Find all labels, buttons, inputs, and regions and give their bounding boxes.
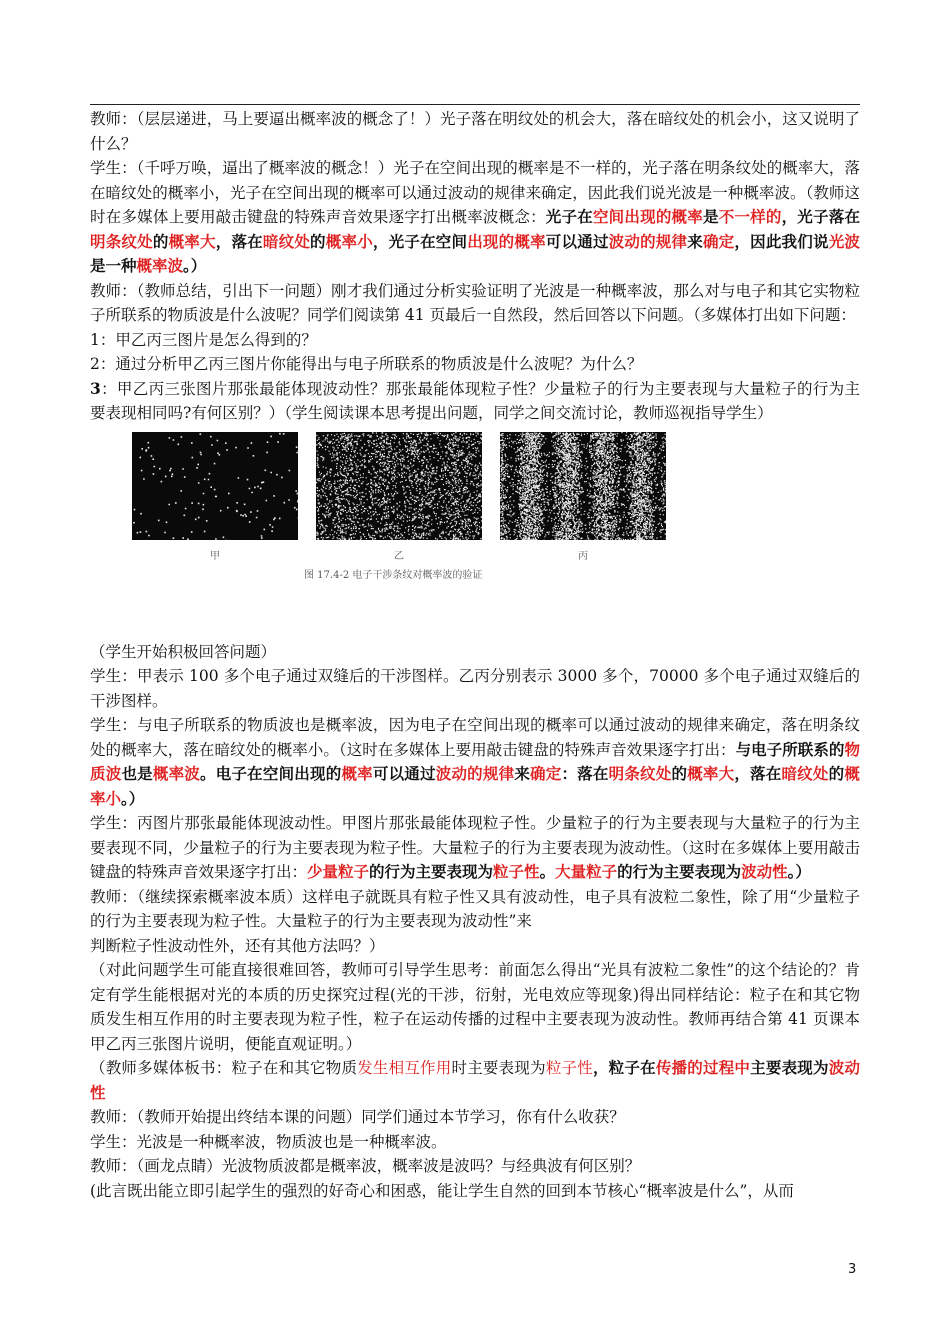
page-number: 3 xyxy=(848,1262,857,1277)
text-run: 判断粒子性波动性外，还有其他方法吗？） xyxy=(90,936,385,955)
text-run: 教师：（继续探索概率波本质）这样电子就既具有粒子性又具有波动性，电子具有波粒二象性，除了用“少量粒子的行为主要表现为粒子性。大量粒子的行为主要表现为波动性”来 xyxy=(90,887,860,930)
text-run: 是一种 xyxy=(90,256,137,275)
text-run: 传播的过程中 xyxy=(655,1058,751,1077)
paragraph xyxy=(90,1056,860,1105)
figure-panel-yi xyxy=(316,432,482,540)
text-run: 的 xyxy=(828,764,845,783)
text-run: 教师：（画龙点睛）光波物质波都是概率波，概率波是波吗？与经典波有何区别？ xyxy=(90,1157,641,1175)
text-run: 也是 xyxy=(121,764,153,783)
panel-label-bing: 丙 xyxy=(578,550,588,562)
text-run: 概率 xyxy=(341,764,373,783)
electron-hits xyxy=(133,432,298,539)
text-run: 光子在 xyxy=(545,207,593,226)
text-run: 暗纹处 xyxy=(262,231,311,251)
text-run: 来 xyxy=(514,764,531,783)
text-run: 不一样的 xyxy=(718,207,782,226)
text-run: 。） xyxy=(183,256,207,275)
paragraph xyxy=(90,107,860,156)
text-run: 学生：与电子所联系的物质波也是概率波，因为电子在空间出现的概率可以通过波动的规律来确定，落在明条纹处的概率大，落在暗纹处的概率小。（这时在多媒体上要用敲击键盘的特殊声音效果逐字打出： xyxy=(90,716,860,759)
paragraph xyxy=(90,279,860,328)
paragraph xyxy=(90,156,860,279)
text-run: ：甲乙丙三张图片那张最能体现波动性？那张最能体现粒子性？少量粒子的行为主要表现与大量粒子的行为主要表现相同吗?有何区别？）（学生阅读课本思考提出问题，同学之间交流讨论，教师巡视指导学生） xyxy=(90,379,860,422)
text-run: 可以通过 xyxy=(545,231,609,251)
text-run: ，落在 xyxy=(215,231,263,251)
electron-hits xyxy=(500,432,666,540)
text-run: 确定 xyxy=(530,764,562,783)
text-run: 学生：光波是一种概率波，物质波也是一种概率波。 xyxy=(90,1132,447,1151)
panel-label-yi: 乙 xyxy=(394,550,404,562)
text-run: 教师：（层层递进，马上要逼出概率波的概念了！）光子落在明纹处的机会大，落在暗纹处的机会小，这又说明了什么？ xyxy=(90,110,860,153)
text-run: 来 xyxy=(687,231,703,251)
text-run: 出现的概率 xyxy=(467,231,546,251)
electron-interference-figure xyxy=(90,432,860,632)
paragraph xyxy=(90,811,860,885)
text-run: 的行为主要表现为 xyxy=(617,862,742,881)
text-run: 明条纹处 xyxy=(608,764,672,783)
paragraph xyxy=(90,664,860,713)
text-block-after-figure xyxy=(90,640,860,1204)
interference-pattern-100 xyxy=(132,432,298,540)
text-run: 1：甲乙丙三图片是怎么得到的？ xyxy=(90,330,317,349)
text-run: 的 xyxy=(152,231,169,251)
text-run: ，落在 xyxy=(734,764,782,783)
paragraph xyxy=(90,1154,860,1179)
text-run: 。） xyxy=(787,862,811,881)
text-run: 波动性 xyxy=(741,862,788,881)
text-run: 学生：甲表示 100 多个电子通过双缝后的干涉图样。乙丙分别表示 3000 多个，70000 多个电子通过双缝后的干涉图样。 xyxy=(90,667,860,710)
text-run: 概率小 xyxy=(325,231,373,251)
figure-panel-jia xyxy=(132,432,298,540)
text-run: 粒子性 xyxy=(493,862,540,881)
text-run: 概率波 xyxy=(136,256,184,275)
text-run: 可以通过 xyxy=(372,764,436,783)
text-run: 发生相互作用 xyxy=(357,1059,452,1077)
text-run: 粒子性 xyxy=(545,1059,593,1077)
text-run: ，光子在空间 xyxy=(372,231,468,251)
text-run: 波动性 xyxy=(90,1058,860,1102)
figure-caption: 图 17.4-2 电子干涉条纹对概率波的验证 xyxy=(304,569,483,581)
text-run: 3 xyxy=(90,378,101,398)
text-run: 。电子在空间出现的 xyxy=(200,764,342,783)
interference-pattern-70000 xyxy=(500,432,666,540)
text-run: 的 xyxy=(310,231,326,251)
paragraph xyxy=(90,1130,860,1155)
text-run: 。） xyxy=(121,788,145,808)
text-run: 2：通过分析甲乙丙三图片你能得出与电子所联系的物质波是什么波呢？为什么？ xyxy=(90,355,643,373)
text-run: ，因此我们说 xyxy=(734,231,829,251)
text-run: 是 xyxy=(702,207,719,226)
paragraph xyxy=(90,934,860,959)
text-run: 暗纹处 xyxy=(781,764,829,783)
text-run: 空间出现的概率 xyxy=(592,207,703,226)
panel-label-jia: 甲 xyxy=(210,550,220,562)
text-run: 主要表现为 xyxy=(750,1058,829,1077)
text-run: （学生开始积极回答问题） xyxy=(90,642,277,661)
text-run: (此言既出能立即引起学生的强烈的好奇心和困惑，能让学生自然的回到本节核心“概率波是什么”，从而 xyxy=(90,1181,794,1200)
interference-pattern-3000 xyxy=(316,432,482,540)
paragraph xyxy=(90,352,860,377)
text-run: ，光子落在 xyxy=(781,207,860,226)
paragraph xyxy=(90,713,860,811)
text-run: ：落在 xyxy=(561,764,609,783)
text-run: 概率波 xyxy=(152,764,201,783)
text-run: 教师：（教师总结，引出下一问题）刚才我们通过分析实验证明了光波是一种概率波，那么对与电子和其它实物粒子所联系的物质波是什么波呢？同学们阅读第 41 页最后一自然段，然后回答以下问题。（多媒体打出如下问题： xyxy=(90,281,860,324)
text-run: 光波 xyxy=(828,231,860,251)
text-run: 确定 xyxy=(702,231,735,251)
header-rule xyxy=(90,104,860,105)
text-run: 大量粒子 xyxy=(555,862,618,881)
text-run: 的 xyxy=(671,764,688,783)
text-run: 物质波 xyxy=(90,739,860,783)
text-run: 概率大 xyxy=(687,764,735,783)
text-run: 时主要表现为 xyxy=(451,1059,546,1077)
text-run: ，粒子在 xyxy=(592,1058,656,1077)
text-run: 波动的规律 xyxy=(435,764,515,783)
text-run: 教师：（教师开始提出终结本课的问题）同学们通过本节学习，你有什么收获？ xyxy=(90,1108,625,1126)
paragraph xyxy=(90,1179,860,1204)
text-run: 。 xyxy=(539,862,556,881)
text-run: （教师多媒体板书：粒子在和其它物质 xyxy=(90,1059,358,1077)
text-run: 学生：（千呼万唤，逼出了概率波的概念！）光子在空间出现的概率是不一样的，光子落在明条纹处的概率大，落在暗纹处的概率小，光子在空间出现的概率可以通过波动的规律来确定，因此我们说光波是一种概率波。（教师这时在多媒体上要用敲击键盘的特殊声音效果逐字打出概率波概念： xyxy=(90,159,860,226)
paragraph xyxy=(90,1105,860,1130)
text-run: 概率小 xyxy=(90,764,860,808)
paragraph xyxy=(90,958,860,1056)
text-run: 学生：丙图片那张最能体现波动性。甲图片那张最能体现粒子性。少量粒子的行为主要表现与大量粒子的行为主要表现不同，少量粒子的行为主要表现为粒子性。大量粒子的行为主要表现为波动性。（这时在多媒体上要用敲击键盘的特殊声音效果逐字打出： xyxy=(90,814,860,881)
text-run: 概率大 xyxy=(168,231,216,251)
figure-panel-bing xyxy=(500,432,666,540)
text-run: 少量粒子 xyxy=(307,862,370,881)
text-run: 与电子所联系的 xyxy=(735,739,845,759)
paragraph xyxy=(90,328,860,353)
paragraph xyxy=(90,885,860,934)
electron-hits xyxy=(316,432,482,540)
document-body xyxy=(90,107,860,1203)
paragraph xyxy=(90,377,860,426)
text-run: 明条纹处 xyxy=(90,231,153,251)
text-run: （对此问题学生可能直接很难回答，教师可引导学生思考：前面怎么得出“光具有波粒二象性”的这个结论的？肯定有学生能根据对光的本质的历史探究过程(光的干涉，衍射，光电效应等现象)得出同样结论：粒子在和其它物质发生相互作用的时主要表现为粒子性，粒子在运动传播的过程中主要表现为波动性。教师再结合第 41 页课本甲乙丙三张图片说明，便能直观证明。） xyxy=(90,961,860,1053)
text-run: 波动的规律 xyxy=(608,231,688,251)
text-run: 的行为主要表现为 xyxy=(369,862,494,881)
text-block-before-figure xyxy=(90,107,860,426)
paragraph xyxy=(90,640,860,665)
